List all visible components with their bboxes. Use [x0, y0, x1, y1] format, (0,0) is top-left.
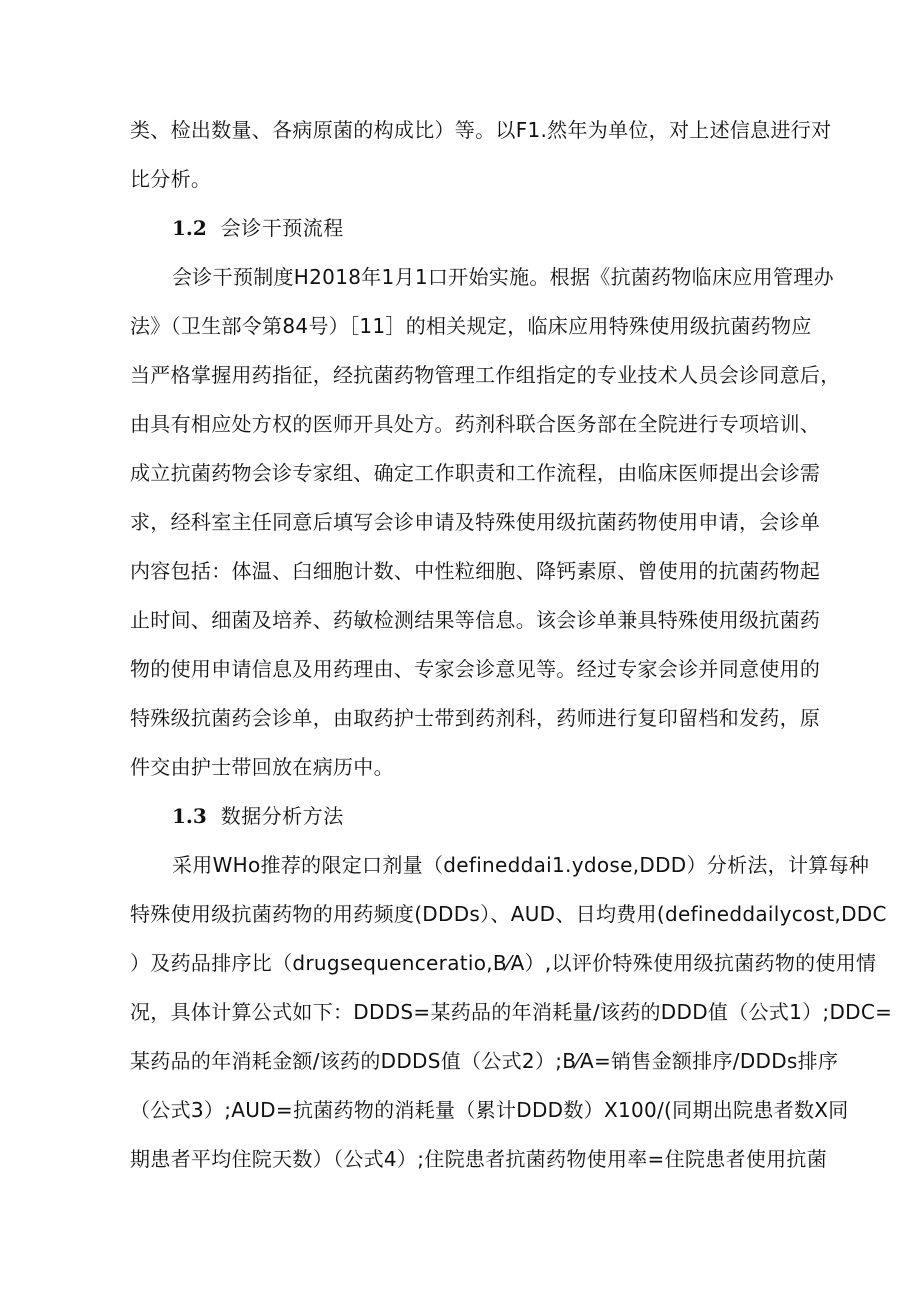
paragraph-line: 某药品的年消耗金额/该药的DDDS值（公式2）;B⁄A=销售金额排序/DDDs排序 — [130, 1049, 839, 1073]
paragraph-line: 况，具体计算公式如下：DDDS=某药品的年消耗量/该药的DDD值（公式1）;DDC= — [130, 1000, 893, 1024]
paragraph-line: （公式3）;AUD=抗菌药物的消耗量（累计DDD数）X100/(同期出院患者数X同 — [130, 1098, 849, 1122]
paragraph-line: 比分析。 — [130, 167, 212, 191]
section-number: 1.2 — [172, 216, 207, 240]
paragraph-line: 件交由护士带回放在病历中。 — [130, 755, 394, 779]
paragraph-line: 内容包括：体温、臼细胞计数、中性粒细胞、降钙素原、曾使用的抗菌药物起 — [130, 559, 821, 583]
section-title: 会诊干预流程 — [220, 216, 344, 240]
section-heading-1-3 — [172, 796, 344, 836]
section-number: 1.3 — [172, 804, 207, 828]
paragraph-line: 当严格掌握用药指征，经抗菌药物管理工作组指定的专业技术人员会诊同意后， — [130, 363, 841, 387]
paragraph-line: 由具有相应处方权的医师开具处方。药剂科联合医务部在全院进行专项培训、 — [130, 412, 821, 436]
paragraph-line: 物的使用申请信息及用药理由、专家会诊意见等。经过专家会诊并同意使用的 — [130, 657, 821, 681]
paragraph-line: 求，经科室主任同意后填写会诊申请及特殊使用级抗菌药物使用申请，会诊单 — [130, 510, 821, 534]
section-title: 数据分析方法 — [220, 804, 344, 828]
paragraph-line: ）及药品排序比（drugsequenceratio,B⁄A）,以评价特殊使用级抗菌药物的使用情 — [130, 951, 877, 975]
paragraph-line: 止时间、细菌及培养、药敏检测结果等信息。该会诊单兼具特殊使用级抗菌药 — [130, 608, 821, 632]
paragraph-line: 法》（卫生部令第84号）［11］的相关规定，临床应用特殊使用级抗菌药物应 — [130, 314, 812, 338]
paragraph-line: 期患者平均住院天数）（公式4）;住院患者抗菌药物使用率=住院患者使用抗菌 — [130, 1147, 828, 1171]
paragraph-line: 成立抗菌药物会诊专家组、确定工作职责和工作流程，由临床医师提出会诊需 — [130, 461, 821, 485]
paragraph-line: 类、检出数量、各病原菌的构成比）等。以F1.然年为单位，对上述信息进行对 — [130, 118, 832, 142]
section-heading-1-2 — [172, 208, 344, 248]
paragraph-line: 特殊使用级抗菌药物的用药频度(DDDs）、AUD、日均费用(defineddailycost,DDC — [130, 902, 887, 926]
paragraph-line: 特殊级抗菌药会诊单，由取药护士带到药剂科，药师进行复印留档和发药，原 — [130, 706, 821, 730]
paragraph-line: 会诊干预制度H2018年1月1口开始实施。根据《抗菌药物临床应用管理办 — [172, 265, 834, 289]
paragraph-line: 采用WHo推荐的限定口剂量（defineddai1.ydose,DDD）分析法，计算每种 — [172, 853, 870, 877]
